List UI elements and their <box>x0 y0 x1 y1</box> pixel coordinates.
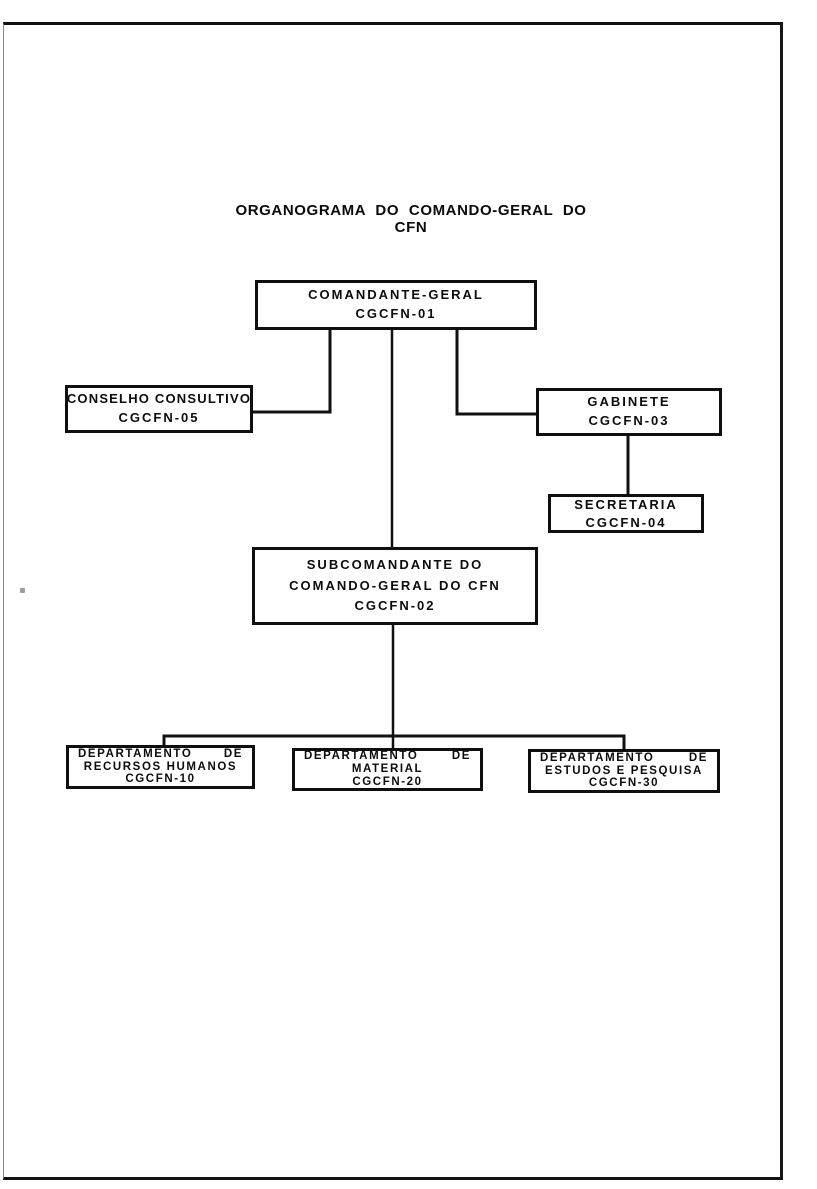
node-title-line2: ESTUDOS E PESQUISA <box>545 764 703 777</box>
node-title-left: DEPARTAMENTO <box>78 747 193 760</box>
node-gabinete <box>536 388 722 436</box>
node-title: SECRETARIA <box>574 496 678 512</box>
chart-title: ORGANOGRAMA DO COMANDO-GERAL DO CFN <box>235 202 587 236</box>
node-title-line1: SUBCOMANDANTE DO <box>306 556 484 572</box>
node-code: CGCFN-30 <box>588 777 660 790</box>
node-title-right: DE <box>688 751 708 764</box>
node-title-left: DEPARTAMENTO <box>540 751 655 764</box>
node-title-line2: COMANDO-GERAL DO CFN <box>289 577 501 593</box>
node-departamento-estudos-pesquisa <box>528 749 720 793</box>
node-conselho-consultivo <box>65 385 253 433</box>
node-code: CGCFN-05 <box>118 410 200 425</box>
node-title: COMANDANTE-GERAL <box>308 287 484 303</box>
node-code: CGCFN-01 <box>355 306 437 321</box>
node-title-line1 <box>531 752 717 765</box>
node-departamento-material <box>292 748 483 791</box>
node-code: CGCFN-02 <box>354 598 436 614</box>
node-title-line2: MATERIAL <box>351 763 424 776</box>
node-title: GABINETE <box>587 394 671 410</box>
node-code: CGCFN-03 <box>588 413 670 428</box>
node-code: CGCFN-04 <box>585 514 667 530</box>
node-title-line1 <box>295 750 480 763</box>
node-subcomandante <box>252 547 538 625</box>
node-code: CGCFN-20 <box>352 775 423 788</box>
node-departamento-recursos-humanos <box>66 745 255 789</box>
scan-speck <box>20 588 25 593</box>
node-title-right: DE <box>451 750 471 763</box>
node-title-left: DEPARTAMENTO <box>304 750 419 763</box>
node-title: CONSELHO CONSULTIVO <box>66 391 252 407</box>
node-code: CGCFN-10 <box>125 773 196 786</box>
node-title-line2: RECURSOS HUMANOS <box>83 760 238 773</box>
node-comandante-geral <box>255 280 537 330</box>
node-title-line1 <box>69 748 252 761</box>
node-title-right: DE <box>223 747 243 760</box>
node-secretaria <box>548 494 704 533</box>
